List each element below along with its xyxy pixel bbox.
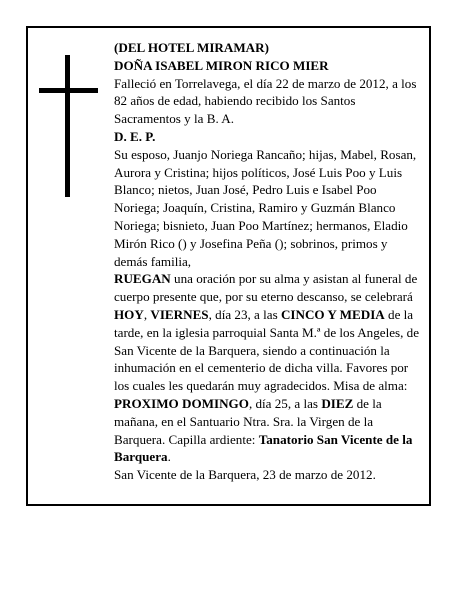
place-date-line: San Vicente de la Barquera, 23 de marzo de 2012. xyxy=(114,467,376,483)
cross-horizontal-bar xyxy=(39,88,98,93)
day-text: , día 23, a las xyxy=(208,306,281,322)
funeral-time: CINCO Y MEDIA xyxy=(280,306,385,322)
ruegan-word: RUEGAN xyxy=(114,271,171,287)
hoy-word: HOY xyxy=(114,306,144,322)
misa-time: DIEZ xyxy=(321,395,354,411)
misa-text: , día 25, a las xyxy=(248,395,322,411)
dep-line: D. E. P. xyxy=(114,128,156,144)
hotel-line: (DEL HOTEL MIRAMAR) xyxy=(114,40,269,55)
church-text: de la tarde, en la iglesia parroquial Santa M.ª de los Angeles, de San Vicente de la Barquera, siendo a continuación la inhumación en el cementerio de dicha villa. Favores por los cuales les quedarán muy agradecidos. Misa de alma: xyxy=(114,306,420,394)
funeral-paragraph xyxy=(114,270,424,466)
final-period: . xyxy=(167,449,171,465)
obituary-text xyxy=(114,39,424,484)
separator-text: , xyxy=(143,306,151,322)
tanatorio-name: Tanatorio San Vicente de la Barquera xyxy=(114,431,413,465)
viernes-word: VIERNES xyxy=(150,306,209,322)
cross-vertical-bar xyxy=(65,55,70,197)
family-paragraph: Su esposo, Juanjo Noriega Rancaño; hijas, Mabel, Rosan, Aurora y Cristina; hijos políticos, José Luis Poo y Luis Blanco; nietos, Juan José, Pedro Luis e Isabel Poo Noriega; Joaquín, Cristina, Ramiro y Guzmán Blanco Noriega; bisnieto, Juan Poo Martínez; hermanos, Eladio Mirón Rico () y Josefina Peña (); sobrinos, primos y demás familia, xyxy=(114,146,417,269)
misa-day: PROXIMO DOMINGO xyxy=(114,395,249,411)
cross-icon xyxy=(39,55,98,197)
deceased-name: DOÑA ISABEL MIRON RICO MIER xyxy=(114,57,329,73)
ruegan-text: una oración por su alma y asistan al funeral de cuerpo presente que, por su eterno descanso, se celebrará xyxy=(114,271,418,305)
death-paragraph: Falleció en Torrelavega, el día 22 de marzo de 2012, a los 82 años de edad, habiendo recibido los Santos Sacramentos y la B. A. xyxy=(114,75,417,127)
misa-place: de la mañana, en el Santuario Ntra. Sra. la Virgen de la Barquera. Capilla ardiente: xyxy=(114,395,382,447)
